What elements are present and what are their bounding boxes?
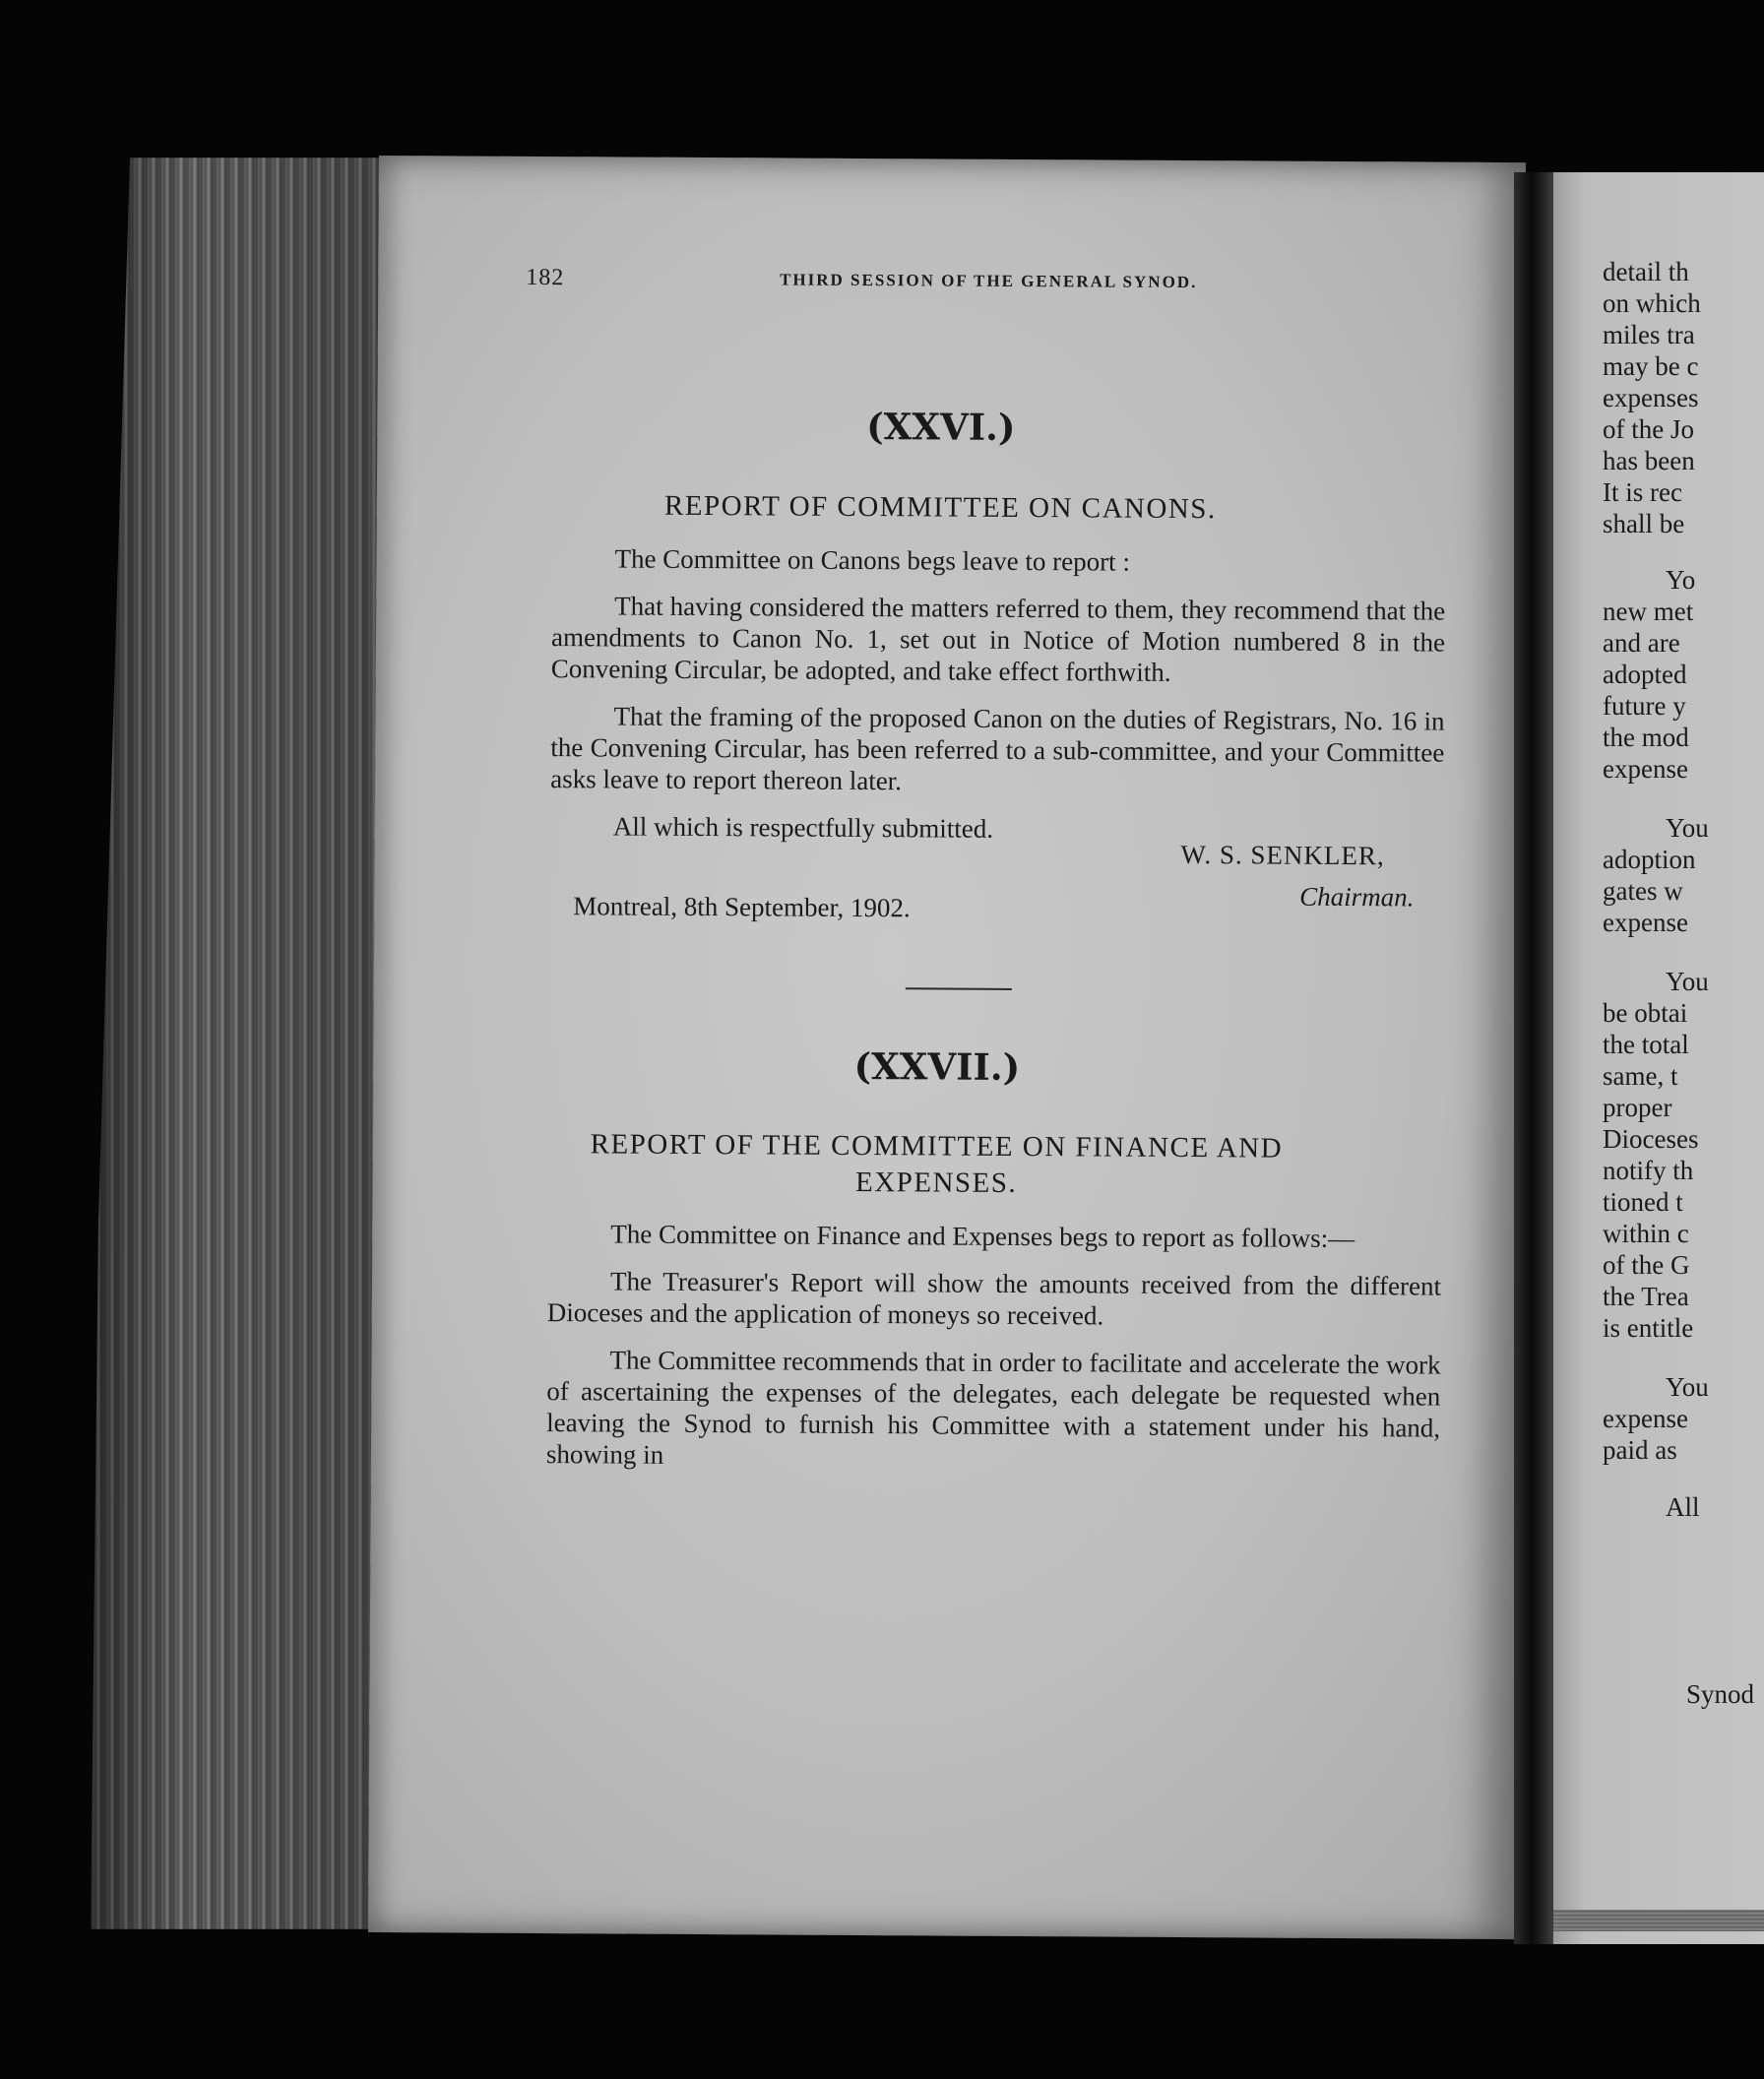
right-page-line: You (1666, 967, 1709, 996)
right-page-line: same, t (1603, 1061, 1678, 1091)
left-page (368, 156, 1526, 1939)
right-page-line: shall be (1603, 509, 1685, 538)
report-26-paragraph: The Committee on Canons begs leave to report : (614, 543, 1130, 577)
page-number: 182 (526, 264, 565, 291)
right-page-line: adoption (1603, 845, 1696, 874)
right-page-line: of the G (1603, 1250, 1690, 1280)
right-page-line: may be c (1603, 351, 1699, 381)
right-page-line: detail th (1603, 257, 1689, 286)
right-page-line: expense (1603, 754, 1688, 784)
place-date: Montreal, 8th September, 1902. (573, 891, 911, 923)
right-page-line: Yo (1666, 565, 1696, 595)
report-26-paragraph: That having considered the matters referred to them, they recommend that the amendments to Canon No. 1, set out in Notice of Motion numbered 8 in the Convening Circular, be adopted, and take effect forthwith. (550, 591, 1446, 687)
right-page-line: on which (1603, 288, 1701, 318)
report-27-title-line-2: EXPENSES. (854, 1166, 1018, 1199)
right-page-line: adopted (1603, 660, 1687, 689)
book-gutter (1514, 172, 1553, 1944)
report-27-numeral: (XXVII.) (853, 1043, 1021, 1089)
right-page-line: expense (1603, 908, 1688, 937)
right-page-line: It is rec (1603, 477, 1682, 507)
report-26-paragraph: All which is respectfully submitted. (612, 811, 994, 844)
right-page-line: gates w (1603, 876, 1683, 906)
right-page-line: miles tra (1603, 320, 1695, 349)
right-page-line: All (1666, 1492, 1700, 1522)
right-page-line: is entitle (1603, 1313, 1694, 1343)
report-27-body (546, 1218, 1442, 1491)
right-page-line: be obtai (1603, 998, 1688, 1028)
report-26-title: REPORT OF COMMITTEE ON CANONS. (663, 489, 1217, 526)
report-27-title-line-1: REPORT OF THE COMMITTEE ON FINANCE AND (590, 1128, 1284, 1165)
right-page-line: new met (1603, 597, 1694, 626)
right-page-line: paid as (1603, 1435, 1677, 1465)
book-page-edges (91, 158, 406, 1929)
report-26-numeral: (XXVI.) (866, 405, 1016, 449)
right-page-line: of the Jo (1603, 414, 1694, 444)
right-page-line: Synod (1686, 1679, 1755, 1709)
right-page-edges (1553, 1910, 1764, 1931)
page-header: THIRD SESSION OF THE GENERAL SYNOD. (780, 270, 1198, 292)
right-page-line: and are (1603, 628, 1680, 658)
right-page-line: expenses (1603, 383, 1699, 412)
right-page-line: has been (1603, 446, 1695, 475)
right-page-line: the mod (1603, 723, 1689, 752)
right-page-line: Dioceses (1603, 1124, 1699, 1154)
report-27-paragraph: The Committee on Finance and Expenses begs to report as follows:— (610, 1219, 1355, 1254)
signature-name: W. S. SENKLER, (1180, 839, 1385, 871)
right-page-line: notify th (1603, 1156, 1694, 1185)
running-head (526, 264, 1451, 292)
right-page-line: future y (1603, 691, 1686, 721)
right-page-line: the Trea (1603, 1282, 1689, 1311)
right-page (1553, 172, 1764, 1944)
right-page-line: expense (1603, 1404, 1688, 1433)
right-page-line: within c (1603, 1219, 1689, 1248)
report-26-body (550, 542, 1446, 863)
right-page-line: You (1666, 813, 1709, 843)
right-page-line: the total (1603, 1030, 1689, 1059)
section-divider (906, 987, 1012, 990)
right-page-line: proper (1603, 1093, 1672, 1122)
signature-title: Chairman. (1299, 881, 1415, 913)
right-page-line: tioned t (1603, 1187, 1683, 1217)
right-page-line: You (1666, 1372, 1709, 1402)
report-27-paragraph: The Committee recommends that in order to facilitate and accelerate the work of ascertaining the expenses of the delegates, each delegate be requested when leaving the Synod to furnish his Committee with a statement under his hand, showing in (545, 1345, 1441, 1470)
report-26-paragraph: That the framing of the proposed Canon on the duties of Registrars, No. 16 in the Convening Circular, has been referred to a sub-committee, and your Committee asks leave to report thereon later. (550, 701, 1445, 796)
report-27-paragraph: The Treasurer's Report will show the amounts received from the different Dioceses and the application of moneys so received. (546, 1266, 1442, 1331)
